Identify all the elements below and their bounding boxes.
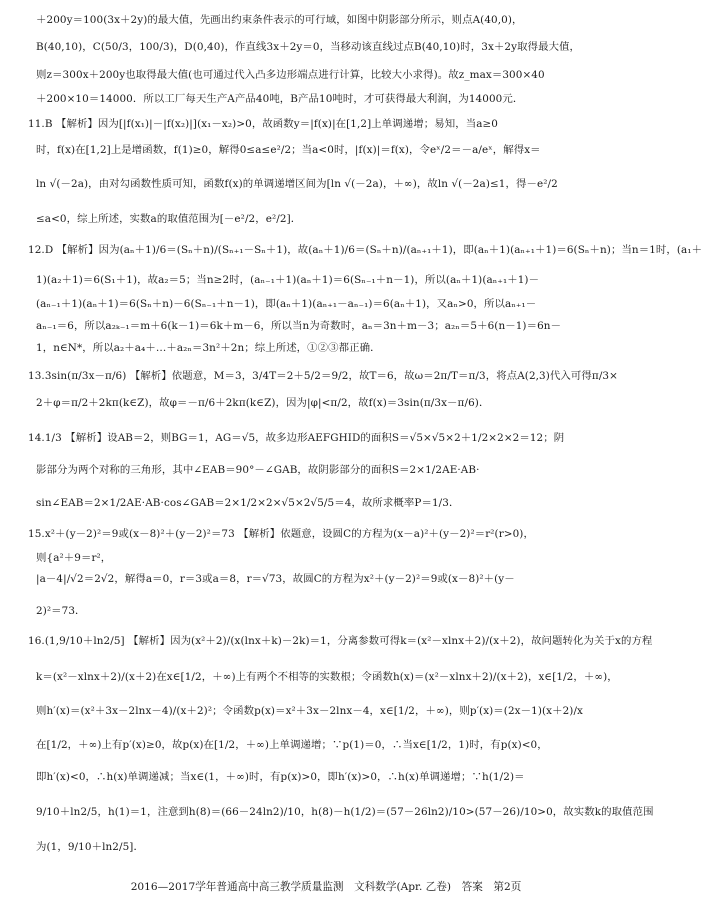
answer-15-line: 15.x²＋(y－2)²＝9或(x－8)²＋(y－2)²＝73 【解析】依题意，设圆C的方程为(x－a)²＋(y－2)²＝r²(r>0)，	[28, 528, 534, 540]
text-line: 1)(a₂＋1)＝6(S₁＋1)，故a₂＝5；当n≥2时，(aₙ₋₁＋1)(aₙ＋1)＝6(Sₙ₋₁＋n－1)，所以(aₙ＋1)(aₙ₊₁＋1)－	[36, 274, 540, 286]
text-line: sin∠EAB＝2×1/2AE·AB·cos∠GAB＝2×1/2×2×√5×2√5/5＝4，故所求概率P＝1/3．	[36, 497, 460, 509]
text-line: 即h′(x)<0，∴h(x)单调递减；当x∈(1，＋∞)时，有p(x)>0，即h′(x)>0，∴h(x)单调递增；∵h(1/2)＝	[36, 771, 525, 783]
text-line: 则h′(x)＝(x²＋3x－2lnx－4)/(x＋2)²；令函数p(x)＝x²＋3x－2lnx－4，x∈[1/2，＋∞)，则p′(x)＝(2x－1)(x＋2)/x	[36, 705, 584, 717]
text-line: 则{a²＋9＝r²，	[36, 552, 112, 564]
text-line: aₙ₋₁＝6，所以a₂ₖ₋₁＝m＋6(k－1)＝6k＋m－6，所以当n为奇数时，aₙ＝3n＋m－3；a₂ₙ＝5＋6(n－1)＝6n－	[36, 320, 562, 332]
text-line: 9/10＋ln2/5，h(1)＝1，注意到h(8)＝(66－24ln2)/10，h(8)－h(1/2)＝(57－26ln2)/10>(57－26)/10>0，故实数k的取值范围	[36, 806, 654, 818]
answer-11-line: 11.B 【解析】因为[|f(x₁)|－|f(x₂)|](x₁－x₂)>0，故函数y＝|f(x)|在[1,2]上单调递增；易知，当a≥0	[28, 118, 499, 130]
page-footer: 2016—2017学年普通高中高三教学质量监测 文科数学(Apr. 乙卷) 答案 第2页	[130, 881, 522, 893]
answer-12-line: 12.D 【解析】因为(aₙ＋1)/6＝(Sₙ＋n)/(Sₙ₊₁－Sₙ＋1)，故(aₙ＋1)/6＝(Sₙ＋n)/(aₙ₊₁＋1)，即(aₙ＋1)(aₙ₊₁＋1)＝6(Sₙ＋n)；当n＝1时，(a₁＋	[28, 244, 702, 256]
answer-14-line: 14.1/3 【解析】设AB＝2，则BG＝1，AG＝√5，故多边形AEFGHID的面积S＝√5×√5×2＋1/2×2×2＝12；阴	[28, 432, 565, 444]
answer-16-line: 16.(1,9/10＋ln2/5] 【解析】因为(x²＋2)/(x(lnx＋k)－2k)＝1，分离参数可得k＝(x²－xlnx＋2)/(x＋2)，故问题转化为关于x的方程	[28, 635, 653, 647]
text-line: |a－4|/√2＝2√2，解得a＝0，r＝3或a＝8，r＝√73，故圆C的方程为x²＋(y－2)²＝9或(x－8)²＋(y－	[36, 573, 515, 585]
text-line: 1，n∈N*，所以a₂＋a₄＋…＋a₂ₙ＝3n²＋2n；综上所述，①②③都正确．	[36, 342, 381, 354]
text-line: 2)²＝73．	[36, 605, 86, 617]
text-line: 则z＝300x＋200y也取得最大值(也可通过代入凸多边形端点进行计算，比较大小求得)。故z_max＝300×40	[36, 69, 545, 81]
text-line: ln √(－2a)，由对勾函数性质可知，函数f(x)的单调递增区间为[ln √(－2a)，＋∞)，故ln √(－2a)≤1，得－e²/2	[36, 178, 558, 190]
text-line: 影部分为两个对称的三角形，其中∠EAB＝90°－∠GAB，故阴影部分的面积S＝2×1/2AE·AB·	[36, 464, 480, 476]
text-line: ≤a<0，综上所述，实数a的取值范围为[－e²/2，e²/2]．	[36, 213, 302, 225]
text-line: 在[1/2，＋∞)上有p′(x)≥0，故p(x)在[1/2，＋∞)上单调递增；∵p(1)＝0，∴当x∈[1/2，1)时，有p(x)<0，	[36, 739, 548, 751]
answer-13-line: 13.3sin(π/3x－π/6) 【解析】依题意，M＝3，3/4T＝2＋5/2＝9/2，故T＝6，故ω＝2π/T＝π/3，将点A(2,3)代入可得π/3×	[28, 370, 618, 382]
text-line: k＝(x²－xlnx＋2)/(x＋2)在x∈[1/2，＋∞)上有两个不相等的实数根；令函数h(x)＝(x²－xlnx＋2)/(x＋2)，x∈[1/2，＋∞)，	[36, 671, 618, 683]
text-line: B(40,10)，C(50/3，100/3)，D(0,40)，作直线3x＋2y＝0，当移动该直线过点B(40,10)时，3x＋2y取得最大值，	[36, 41, 581, 53]
text-line: ＋200y＝100(3x＋2y)的最大值，先画出约束条件表示的可行域，如图中阴影部分所示，则点A(40,0)，	[36, 14, 523, 26]
text-line: 为(1，9/10＋ln2/5]．	[36, 841, 144, 853]
text-line: ＋200×10＝14000．所以工厂每天生产A产品40吨，B产品10吨时，才可获得最大利润，为14000元．	[36, 93, 524, 105]
text-line: 2＋φ＝π/2＋2kπ(k∈Z)，故φ＝－π/6＋2kπ(k∈Z)，因为|φ|<π/2，故f(x)＝3sin(π/3x－π/6)．	[36, 397, 490, 409]
text-line: (aₙ₋₁＋1)(aₙ＋1)＝6(Sₙ＋n)－6(Sₙ₋₁＋n－1)，即(aₙ＋1)(aₙ₊₁－aₙ₋₁)＝6(aₙ＋1)，又aₙ>0，所以aₙ₊₁－	[36, 298, 537, 310]
text-line: 时，f(x)在[1,2]上是增函数，f(1)≥0，解得0≤a≤e²/2；当a<0时，|f(x)|＝f(x)，令eˣ/2＝－a/eˣ，解得x＝	[36, 144, 541, 156]
